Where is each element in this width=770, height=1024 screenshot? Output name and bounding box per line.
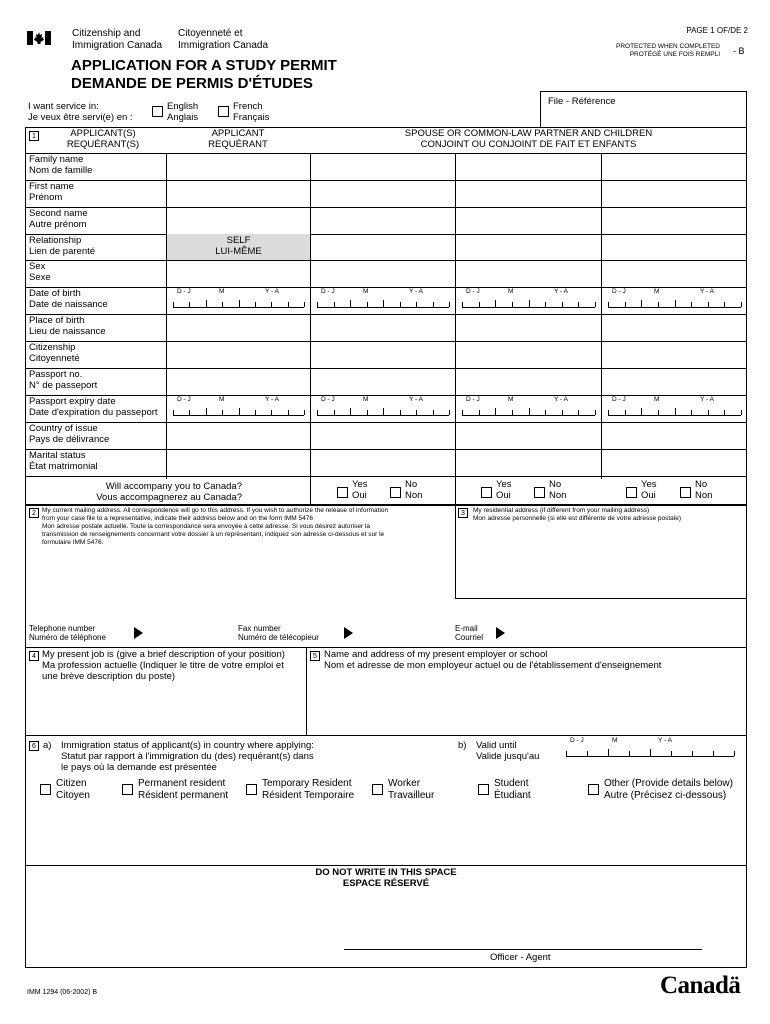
accompany-question [92,482,242,504]
french-label [233,102,269,124]
row-label-3 [29,209,88,231]
status-fr-2: le pays où la demande est présentée [61,761,217,773]
yes-en: Yes [496,479,512,490]
date-r6-c1-year-header: Y - A [265,288,279,295]
employer-en: Name and address of my present employer or school [324,649,548,660]
status-option-fr: Étudiant [494,789,531,801]
french-label-fr: Français [233,111,270,123]
row-label-12 [29,451,98,473]
cell-r10-c3[interactable] [456,396,600,421]
fax-en: Fax number [238,624,281,633]
immigration-status-question [61,741,314,774]
mailing-address-input[interactable] [30,555,450,615]
col2-fr: REQUÉRANT [208,138,268,150]
reserved-title-en: DO NOT WRITE IN THIS SPACE [315,867,457,878]
tel-en: Telephone number [29,624,96,633]
valid-until-day-header: D - J [570,737,584,744]
english-checkbox[interactable] [152,106,163,117]
row-label-4 [29,236,95,258]
date-r10-c2-day-header: D - J [321,396,335,403]
col1-en: APPLICANT(S) [70,128,136,139]
employer-input[interactable] [312,678,742,732]
cell-r1-c3[interactable] [456,154,600,179]
cell-r12-c3[interactable] [456,450,600,475]
yes-label-3 [641,480,657,502]
title-fr: DEMANDE DE PERMIS D'ÉTUDES [71,75,313,92]
cell-r6-c2[interactable] [311,288,454,313]
row-label-fr: Date d'expiration du passeport [29,406,158,418]
dept-en-line2: Immigration Canada [72,39,163,51]
date-r6-c1-day-header: D - J [177,288,191,295]
status-option-fr: Résident Temporaire [262,789,355,801]
reserved-title-fr: ESPACE RÉSERVÉ [342,877,430,889]
email-label [455,624,483,642]
status-option-label-4 [388,778,434,801]
cell-r9-c2[interactable] [311,369,454,394]
status-option-en: Temporary Resident [262,778,352,789]
status-en: Immigration status of applicant(s) in country where applying: [61,740,314,751]
date-r6-c3-year-header: Y - A [554,288,568,295]
cell-r7-c1[interactable] [167,315,309,340]
file-reference-box[interactable] [540,91,747,128]
no-fr: Non [549,489,567,501]
row-label-en: Place of birth [29,315,85,326]
officer-label: Officer - Agent [490,952,551,963]
telephone-arrow-icon [134,627,143,639]
accompany-en: Will accompany you to Canada? [105,481,242,492]
protected-fr: PROTÉGÉ UNE FOIS REMPLI [629,51,720,58]
date-r6-c1-month-header: M [219,288,225,295]
status-option-label-1 [56,778,90,801]
date-r6-c4-year-header: Y - A [700,288,714,295]
cell-r8-c4[interactable] [602,342,746,367]
no-en: No [549,479,562,490]
date-r6-c2-day-header: D - J [321,288,335,295]
cell-r8-c1[interactable] [167,342,309,367]
row-label-en: Passport expiry date [29,396,116,407]
residential-en: My residential address (if different from your mailing address) [473,507,650,514]
status-option-en: Worker [388,778,421,789]
row-label-10 [29,397,158,419]
french-checkbox[interactable] [218,106,229,117]
row-label-en: Sex [29,261,46,272]
cell-r4-c3[interactable] [456,235,600,259]
protected-notice [598,43,720,59]
employer-label [324,650,661,672]
valid-until-label [476,741,539,763]
email-en: E-mail [455,624,478,633]
status-option-checkbox-1[interactable] [40,784,51,795]
row-label-en: Relationship [29,235,82,246]
date-r6-c3-month-header: M [508,288,514,295]
date-r6-c2-month-header: M [363,288,369,295]
date-r10-c4-year-header: Y - A [700,396,714,403]
mailing-address-instructions [42,507,452,547]
protected-suffix: - B [733,46,745,56]
protected-en: PROTECTED WHEN COMPLETED [615,43,720,50]
english-label-fr: Anglais [167,111,199,123]
cell-r2-c3[interactable] [456,181,600,206]
section-number-3: 3 [458,508,468,518]
cell-r8-c2[interactable] [311,342,454,367]
fax-input[interactable] [358,622,452,644]
cell-r10-c1[interactable] [167,396,309,421]
valid-until-month-header: M [612,737,618,744]
email-fr: Courriel [455,633,484,643]
cell-r10-c2[interactable] [311,396,454,421]
section-number-2: 2 [29,508,39,518]
date-r10-c1-year-header: Y - A [265,396,279,403]
page-number: PAGE 1 OF/DE 2 [686,26,748,35]
date-r10-c3-year-header: Y - A [554,396,568,403]
no-label-2 [549,480,566,502]
cell-r4-c2[interactable] [311,235,454,259]
cell-r1-c2[interactable] [311,154,454,179]
cell-r2-c1[interactable] [167,181,309,206]
no-en: No [405,479,418,490]
valid-until-year-header: Y - A [658,737,672,744]
date-r10-c4-month-header: M [654,396,660,403]
telephone-label [29,624,106,642]
tel-fr: Numéro de téléphone [29,633,106,643]
part-a-label: a) [43,740,52,751]
yes-checkbox-1[interactable] [337,487,348,498]
self-en: SELF [226,235,251,246]
dept-fr-line2: Immigration Canada [178,39,269,51]
yes-label-1 [352,480,368,502]
row-label-en: Passport no. [29,369,83,380]
fax-label [238,624,319,642]
cell-r2-c4[interactable] [602,181,746,206]
residential-address-input[interactable] [460,530,740,592]
status-option-checkbox-3[interactable] [246,784,257,795]
yes-en: Yes [352,479,368,490]
self-cell [167,234,310,260]
cell-r12-c2[interactable] [311,450,454,475]
date-r10-c2-year-header: Y - A [409,396,423,403]
cell-r9-c3[interactable] [456,369,600,394]
row-label-5 [29,262,51,284]
cell-r3-c3[interactable] [456,208,600,233]
status-option-label-5 [494,778,531,801]
cell-r12-c4[interactable] [602,450,746,475]
yes-fr: Oui [352,489,367,501]
date-r6-c2-year-header: Y - A [409,288,423,295]
no-fr: Non [405,489,423,501]
canada-wordmark: Canadä [660,972,741,999]
telephone-input[interactable] [148,622,233,644]
row-label-fr: État matrimonial [29,460,98,472]
cell-r11-c2[interactable] [311,423,454,448]
row-label-fr: Nom de famille [29,164,93,176]
job-text-3: une brève description du poste) [42,670,176,682]
row-label-fr: Autre prénom [29,218,87,230]
row-label-11 [29,424,109,446]
yes-en: Yes [641,479,657,490]
col3-fr: CONJOINT OU CONJOINT DE FAIT ET ENFANTS [420,138,637,150]
reserved-space [25,866,747,968]
yes-checkbox-3[interactable] [626,487,637,498]
status-option-label-2 [138,778,228,801]
section-number-5: 5 [310,651,320,661]
no-label-3 [695,480,712,502]
canada-flag-icon [27,31,51,45]
mailing-en-2: from your case file to a representative, indicate their address below and on the form IMM 5476 [42,515,313,522]
yes-fr: Oui [641,489,656,501]
dept-fr-line1: Citoyenneté et [178,28,243,39]
row-label-en: Date of birth [29,288,81,299]
email-input[interactable] [510,622,740,644]
valid-until-fr: Valide jusqu'au [476,750,540,762]
row-label-en: First name [29,181,74,192]
applicants-col-header [40,129,166,151]
status-option-checkbox-6[interactable] [588,784,599,795]
row-label-fr: Date de naissance [29,298,108,310]
job-text-1: My present job is (give a brief description of your position) [42,649,285,660]
status-option-en: Other (Provide details below) [604,778,733,789]
yes-fr: Oui [496,489,511,501]
spouse-col-header [310,129,747,151]
row-label-fr: Lieu de naissance [29,325,106,337]
french-label-en: French [233,101,263,112]
dept-name-fr [178,28,268,51]
dept-name-en [72,28,162,51]
cell-r6-c3[interactable] [456,288,600,313]
cell-r4-c4[interactable] [602,235,746,259]
status-option-en: Student [494,778,529,789]
row-label-1 [29,155,92,177]
cell-r1-c4[interactable] [602,154,746,179]
cell-r6-c4[interactable] [602,288,746,313]
file-reference-label: File - Référence [548,96,616,107]
form-id: IMM 1294 (06-2002) B [27,989,98,996]
status-option-checkbox-2[interactable] [122,784,133,795]
status-option-en: Permanent resident [138,778,226,789]
section-number-4: 4 [29,651,39,661]
applicant-col-header [166,129,310,151]
self-fr: LUI-MÊME [215,245,262,257]
cell-r3-c1[interactable] [167,208,309,233]
cell-r5-c2[interactable] [311,261,454,286]
dept-en-line1: Citizenship and [72,28,141,39]
cell-r9-c1[interactable] [167,369,309,394]
date-r6-c3-day-header: D - J [466,288,480,295]
row-label-6 [29,289,108,311]
row-label-9 [29,370,97,392]
row-label-en: Family name [29,154,84,165]
date-r10-c4-day-header: D - J [612,396,626,403]
fax-arrow-icon [344,627,353,639]
cell-r5-c3[interactable] [456,261,600,286]
no-checkbox-2[interactable] [534,487,545,498]
status-option-label-3 [262,778,354,801]
service-label-en: I want service in: [28,101,99,112]
cell-r2-c2[interactable] [311,181,454,206]
yes-checkbox-2[interactable] [481,487,492,498]
cell-r5-c1[interactable] [167,261,309,286]
cell-r10-c4[interactable] [602,396,746,421]
row-label-7 [29,316,106,338]
job-description-label [42,650,285,683]
cell-r11-c3[interactable] [456,423,600,448]
reserved-title [26,868,746,890]
cell-r11-c4[interactable] [602,423,746,448]
cell-r1-c1[interactable] [167,154,309,179]
row-label-en: Citizenship [29,342,76,353]
job-text-2: Ma profession actuelle (Indiquer le titre de votre emploi et [42,659,284,671]
english-label [167,102,198,124]
cell-r5-c4[interactable] [602,261,746,286]
col1-fr: REQUÉRANT(S) [66,138,140,150]
date-r10-c1-day-header: D - J [177,396,191,403]
row-label-en: Marital status [29,450,86,461]
row-label-fr: Lien de parenté [29,245,96,257]
english-label-en: English [167,101,199,112]
job-description-input[interactable] [30,690,302,732]
status-option-fr: Travailleur [388,789,435,801]
mailing-fr-3: formulaire IMM 5476. [42,539,104,546]
service-label [28,102,133,124]
cell-r8-c3[interactable] [456,342,600,367]
cell-r7-c4[interactable] [602,315,746,340]
col3-en: SPOUSE OR COMMON-LAW PARTNER AND CHILDREN [404,128,653,139]
date-r10-c3-month-header: M [508,396,514,403]
status-option-fr: Autre (Précisez ci-dessous) [604,789,727,801]
row-label-2 [29,182,74,204]
cell-r9-c4[interactable] [602,369,746,394]
page-title [71,57,337,93]
valid-until-en: Valid until [476,740,517,751]
status-option-en: Citizen [56,778,87,789]
status-option-checkbox-5[interactable] [478,784,489,795]
status-option-fr: Résident permanent [138,789,229,801]
row-label-fr: Prénom [29,191,63,203]
status-fr-1: Statut par rapport à l'immigration du (des) requérant(s) dans [61,750,314,762]
row-label-fr: Sexe [29,271,51,283]
email-arrow-icon [496,627,505,639]
employer-fr: Nom et adresse de mon employeur actuel ou de l'établissement d'enseignement [324,659,662,671]
status-option-label-6 [604,778,733,801]
date-r10-c1-month-header: M [219,396,225,403]
cell-r7-c3[interactable] [456,315,600,340]
accompany-fr: Vous accompagnerez au Canada? [96,491,242,503]
no-label-1 [405,480,422,502]
no-en: No [695,479,708,490]
date-r10-c2-month-header: M [363,396,369,403]
part-b-label: b) [458,740,467,751]
cell-r11-c1[interactable] [167,423,309,448]
status-option-checkbox-4[interactable] [372,784,383,795]
cell-r3-c2[interactable] [311,208,454,233]
service-label-fr: Je veux être servi(e) en : [28,111,133,123]
yes-label-2 [496,480,512,502]
title-en: APPLICATION FOR A STUDY PERMIT [71,57,337,74]
row-label-fr: Pays de délivrance [29,433,110,445]
mailing-fr-1: Mon adresse postale actuelle. Toute la correspondance sera envoyée à cette adresse. Si vous désirez autoriser la [42,523,370,530]
section-number-1: 1 [29,131,39,141]
row-label-en: Second name [29,208,88,219]
cell-r12-c1[interactable] [167,450,309,475]
residential-address-instructions [473,507,681,523]
cell-r3-c4[interactable] [602,208,746,233]
residential-fr: Mon adresse personnelle (si elle est différente de votre adresse postale) [473,515,681,522]
section-number-6: 6 [29,741,39,751]
no-fr: Non [695,489,713,501]
no-checkbox-3[interactable] [680,487,691,498]
row-label-en: Country of issue [29,423,98,434]
cell-r7-c2[interactable] [311,315,454,340]
date-r6-c4-month-header: M [654,288,660,295]
row-label-fr: N° de passeport [29,379,98,391]
mailing-en-1: My current mailing address. All correspondence will go to this address. If you wish to authorize the release of information [42,507,389,514]
row-label-8 [29,343,80,365]
status-option-fr: Citoyen [56,789,90,801]
date-r6-c4-day-header: D - J [612,288,626,295]
fax-fr: Numéro de télécopieur [238,633,319,643]
no-checkbox-1[interactable] [390,487,401,498]
mailing-fr-2: transmission de renseignements concernant votre dossier à un représentant, indiquez son adresse ci-dessous et sur le [42,531,385,538]
date-r10-c3-day-header: D - J [466,396,480,403]
col2-en: APPLICANT [211,128,265,139]
cell-r6-c1[interactable] [167,288,309,313]
row-label-fr: Citoyenneté [29,352,80,364]
